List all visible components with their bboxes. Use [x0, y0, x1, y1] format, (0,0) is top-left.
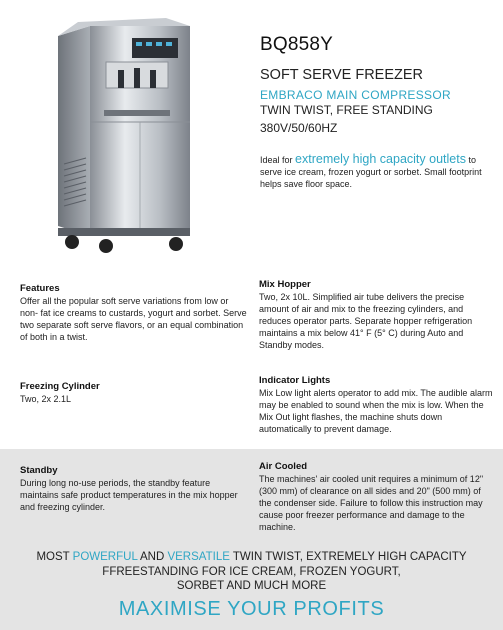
- section-body: Two, 2x 10L. Simplified air tube delivers the precise amount of air and mix to the freezing cylinders, and reduces operator parts. Separate hopper refrigeration maintains a mix below 41° F (5° C) during Auto and Standby modes.: [259, 292, 473, 350]
- tagline-word: MOST: [36, 551, 73, 563]
- model-number: BQ858Y: [260, 34, 334, 55]
- section-title: Mix Hopper: [259, 279, 311, 290]
- section-body: Offer all the popular soft serve variations from low or non- fat ice creams to custards, yogurt and sorbet. Serve two separate soft serve flavors, or an equal combination of both in a twist.: [20, 296, 247, 342]
- tagline: [0, 550, 503, 594]
- section-title: Freezing Cylinder: [20, 381, 100, 392]
- intro-highlight: extremely high capacity outlets: [295, 152, 466, 166]
- intro-paragraph: [260, 151, 492, 191]
- compressor-spec: EMBRACO MAIN COMPRESSOR: [260, 88, 451, 102]
- tagline-line-3: SORBET AND MUCH MORE: [176, 580, 327, 593]
- tagline-word: TWIN TWIST, EXTREMELY HIGH CAPACITY: [229, 551, 467, 563]
- standby-section: [20, 465, 248, 514]
- section-title: Standby: [20, 465, 58, 476]
- section-body: Two, 2x 2.1L: [20, 394, 72, 404]
- section-body: Mix Low light alerts operator to add mix. The audible alarm may be enabled to sound when the mix is low. When the Mix Out light flashes, the machine shuts down automatically to prevent damage.: [259, 388, 493, 434]
- mix-hopper-section: [259, 279, 493, 351]
- product-name: SOFT SERVE FREEZER: [260, 67, 424, 83]
- section-title: Features: [20, 283, 60, 294]
- intro-rest: to serve ice cream, frozen yogurt or sorbet. Small footprint helps save floor space.: [260, 155, 482, 189]
- section-body: The machines' air cooled unit requires a minimum of 12" (300 mm) of clearance on all sides and 20" (500 mm) of the condenser side. Failure to follow this instruction may cause poor freezer performance and damage to the machine.: [259, 474, 484, 532]
- features-section: [20, 283, 248, 344]
- section-title: Indicator Lights: [259, 375, 331, 386]
- voltage-spec: 380V/50/60HZ: [260, 121, 338, 135]
- freezing-cylinder-section: [20, 381, 248, 406]
- tagline-highlight-versatile: VERSATILE: [167, 551, 230, 563]
- tagline-line-2: FFREESTANDING FOR ICE CREAM, FROZEN YOGURT,: [102, 565, 401, 578]
- air-cooled-section: [259, 461, 493, 533]
- configuration-spec: TWIN TWIST, FREE STANDING: [260, 103, 433, 117]
- section-title: Air Cooled: [259, 461, 308, 472]
- soft-serve-machine-image: [48, 14, 218, 254]
- intro-lead: Ideal for: [260, 155, 296, 165]
- tagline-highlight-powerful: POWERFUL: [72, 551, 138, 563]
- section-body: During long no-use periods, the standby feature maintains safe product temperatures in the mix hopper and freezing cylinder.: [20, 478, 238, 512]
- cta-heading: MAXIMISE YOUR PROFITS: [118, 598, 385, 620]
- tagline-line-1: [0, 550, 503, 565]
- indicator-lights-section: [259, 375, 493, 436]
- tagline-word: AND: [137, 551, 168, 563]
